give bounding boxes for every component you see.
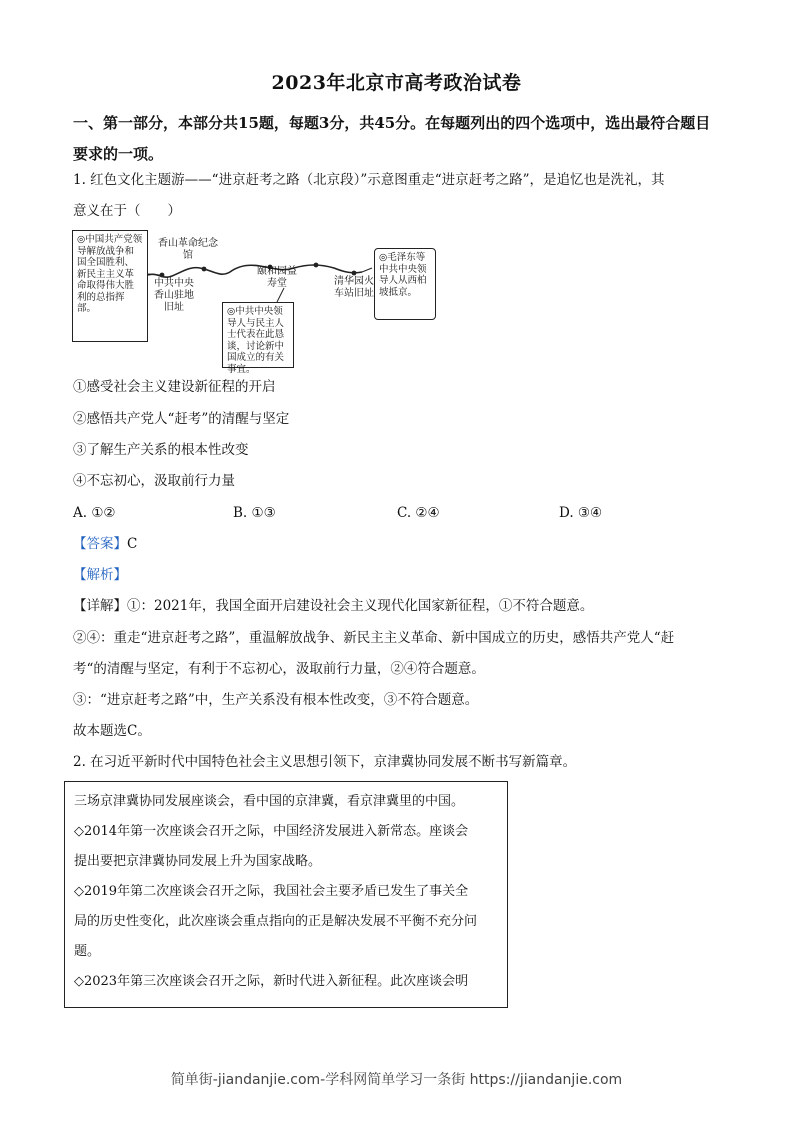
material-line: ◇2014年第一次座谈会召开之际，中国经济发展进入新常态。座谈会 xyxy=(74,824,469,839)
material-line: ◇2019年第二次座谈会召开之际，我国社会主要矛盾已发生了事关全 xyxy=(74,884,469,899)
material-line: 提出要把京津冀协同发展上升为国家战略。 xyxy=(74,854,322,869)
station-dot xyxy=(202,267,207,272)
q1-stem-line1: 1. 红色文化主题游——“进京赶考之路（北京段）”示意图重走“进京赶考之路”，是追忆也是洗礼，其 xyxy=(73,172,665,188)
station-dot xyxy=(160,273,165,278)
material-line: 三场京津冀协同发展座谈会，看中国的京津冀，看京津冀里的中国。 xyxy=(74,794,465,809)
q1-options xyxy=(73,498,723,529)
station-dot xyxy=(314,263,319,268)
q2-stem: 2. 在习近平新时代中国特色社会主义思想引领下，京津冀协同发展不断书写新篇章。 xyxy=(73,754,577,770)
answer-line xyxy=(73,529,723,560)
station-xiangshan-memorial: 香山革命纪念馆 xyxy=(158,238,218,261)
material-line: 题。 xyxy=(74,944,101,959)
explanation-line-4: ③：“进京赶考之路”中，生产关系没有根本性改变，③不符合题意。 xyxy=(73,692,479,708)
option-b: B. ①③ xyxy=(233,505,276,521)
analysis-tag: 【解析】 xyxy=(73,567,127,583)
section-heading: 一、第一部分，本部分共15题，每题3分，共45分。在每题列出的四个选项中，选出最符合题目要求的一项。 xyxy=(73,114,711,163)
callout-consultation: ◎中共中央领导人与民主人士代表在此恳谈，讨论新中国成立的有关事宜。 xyxy=(222,302,294,368)
q1-item-3: ③了解生产关系的根本性改变 xyxy=(73,442,249,458)
explanation-line-1: 【详解】①：2021年，我国全面开启建设社会主义现代化国家新征程，①不符合题意。 xyxy=(73,598,594,614)
answer-value: C xyxy=(127,536,138,552)
callout-headquarters: ◎中国共产党领导解放战争和国全国胜利、新民主主义革命取得伟大胜利的总指挥部。 xyxy=(72,230,148,342)
explanation-line-3: 考“的清醒与坚定，有利于不忘初心，汲取前行力量，②④符合题意。 xyxy=(73,661,485,677)
station-yiheyuan: 颐和园益寿堂 xyxy=(257,266,297,289)
page-title: 2023年北京市高考政治试卷 xyxy=(271,72,522,94)
callout-arrival: ◎毛泽东等中共中央领导人从西柏坡抵京。 xyxy=(374,248,436,320)
explanation-line-2: ②④：重走“进京赶考之路”，重温解放战争、新民主主义革命、新中国成立的历史，感悟共产党人“赶 xyxy=(73,630,675,646)
option-a: A. ①② xyxy=(73,505,116,521)
station-dot xyxy=(352,271,357,276)
material-line: ◇2023年第三次座谈会召开之际，新时代进入新征程。此次座谈会明 xyxy=(74,974,469,989)
station-tsinghua: 清华园火车站旧址 xyxy=(334,276,374,299)
option-c: C. ②④ xyxy=(397,505,440,521)
q1-item-4: ④不忘初心，汲取前行力量 xyxy=(73,473,235,489)
q1-item-2: ②感悟共产党人“赶考”的清醒与坚定 xyxy=(73,411,290,427)
route-diagram xyxy=(72,228,440,375)
station-xiangshan-site: 中共中央香山驻地旧址 xyxy=(154,278,194,313)
explanation-line-5: 故本题选C。 xyxy=(73,723,151,739)
q2-material-box xyxy=(64,781,508,1008)
material-line: 局的历史性变化，此次座谈会重点指向的正是解决发展不平衡不充分问 xyxy=(74,914,478,929)
footer-watermark: 简单街-jiandanjie.com-学科网简单学习一条街 https://jiandanjie.com xyxy=(170,1072,623,1088)
option-d: D. ③④ xyxy=(559,505,603,521)
q1-item-1: ①感受社会主义建设新征程的开启 xyxy=(73,379,276,395)
q1-stem-line2: 意义在于（ ） xyxy=(73,203,181,219)
answer-tag: 【答案】 xyxy=(73,536,127,552)
